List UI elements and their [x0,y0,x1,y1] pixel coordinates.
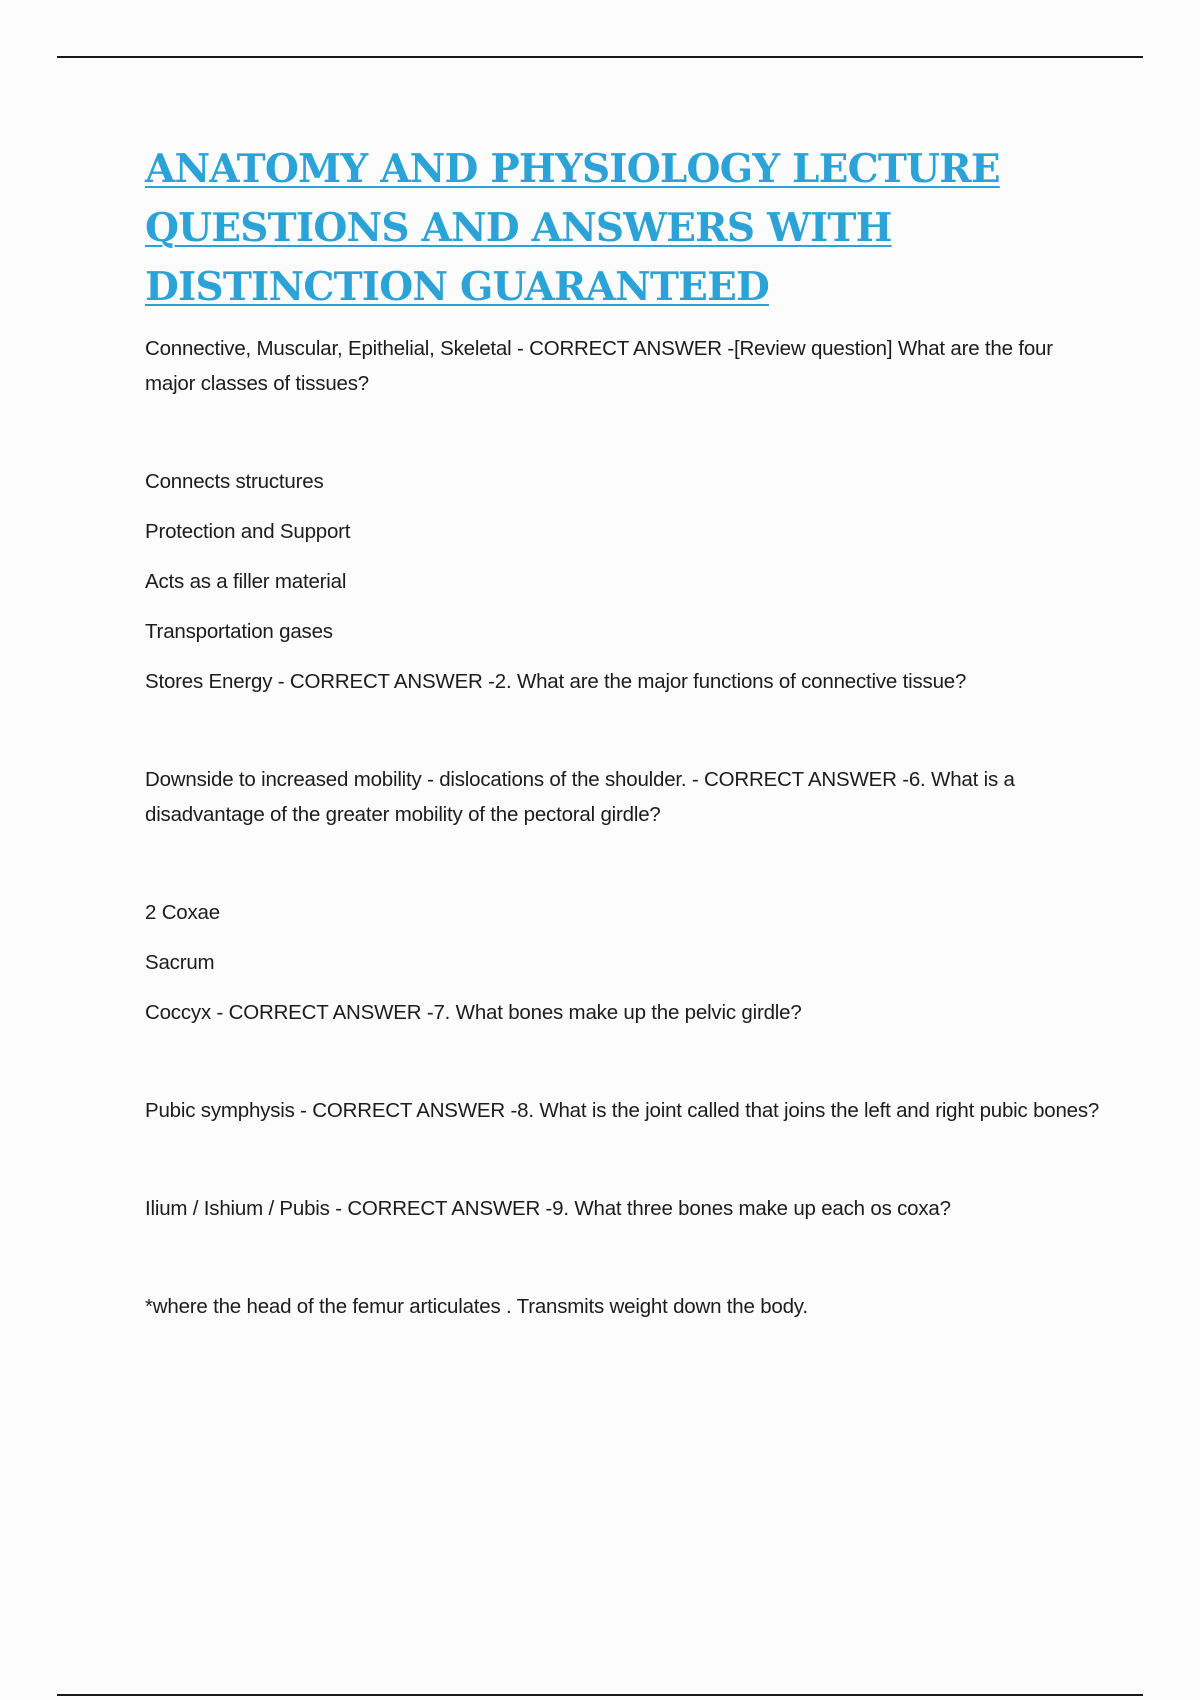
answer-line: 2 Coxae [145,901,220,924]
answer-line: Acts as a filler material [145,570,347,593]
qa-os-coxa: Ilium / Ishium / Pubis - CORRECT ANSWER -9. What three bones make up each os coxa? [145,1197,951,1220]
document-body [145,140,1105,1324]
answer-line: Transportation gases [145,620,333,643]
title-line-3: DISTINCTION GUARANTEED [145,264,770,310]
bottom-rule [57,1694,1143,1696]
qa-pectoral-girdle: Downside to increased mobility - dislocations of the shoulder. - CORRECT ANSWER -6. What is a disadvantage of the greater mobility of the pectoral girdle? [145,768,1015,826]
note-femur-head: *where the head of the femur articulates . Transmits weight down the body. [145,1295,808,1318]
answer-line: Protection and Support [145,520,351,543]
qa-tissue-classes: Connective, Muscular, Epithelial, Skeletal - CORRECT ANSWER -[Review question] What are the four major classes of tissues? [145,337,1053,395]
answer-line: Connects structures [145,470,324,493]
title-line-2: QUESTIONS AND ANSWERS WITH [145,205,892,251]
top-rule [57,56,1143,58]
answer-line: Sacrum [145,951,215,974]
document-title [145,140,1105,317]
title-line-1: ANATOMY AND PHYSIOLOGY LECTURE [145,146,1000,192]
qa-pelvic-girdle: Coccyx - CORRECT ANSWER -7. What bones make up the pelvic girdle? [145,1001,802,1024]
qa-pubic-joint: Pubic symphysis - CORRECT ANSWER -8. What is the joint called that joins the left and right pubic bones? [145,1099,1100,1122]
qa-connective-functions: Stores Energy - CORRECT ANSWER -2. What are the major functions of connective tissue? [145,670,967,693]
